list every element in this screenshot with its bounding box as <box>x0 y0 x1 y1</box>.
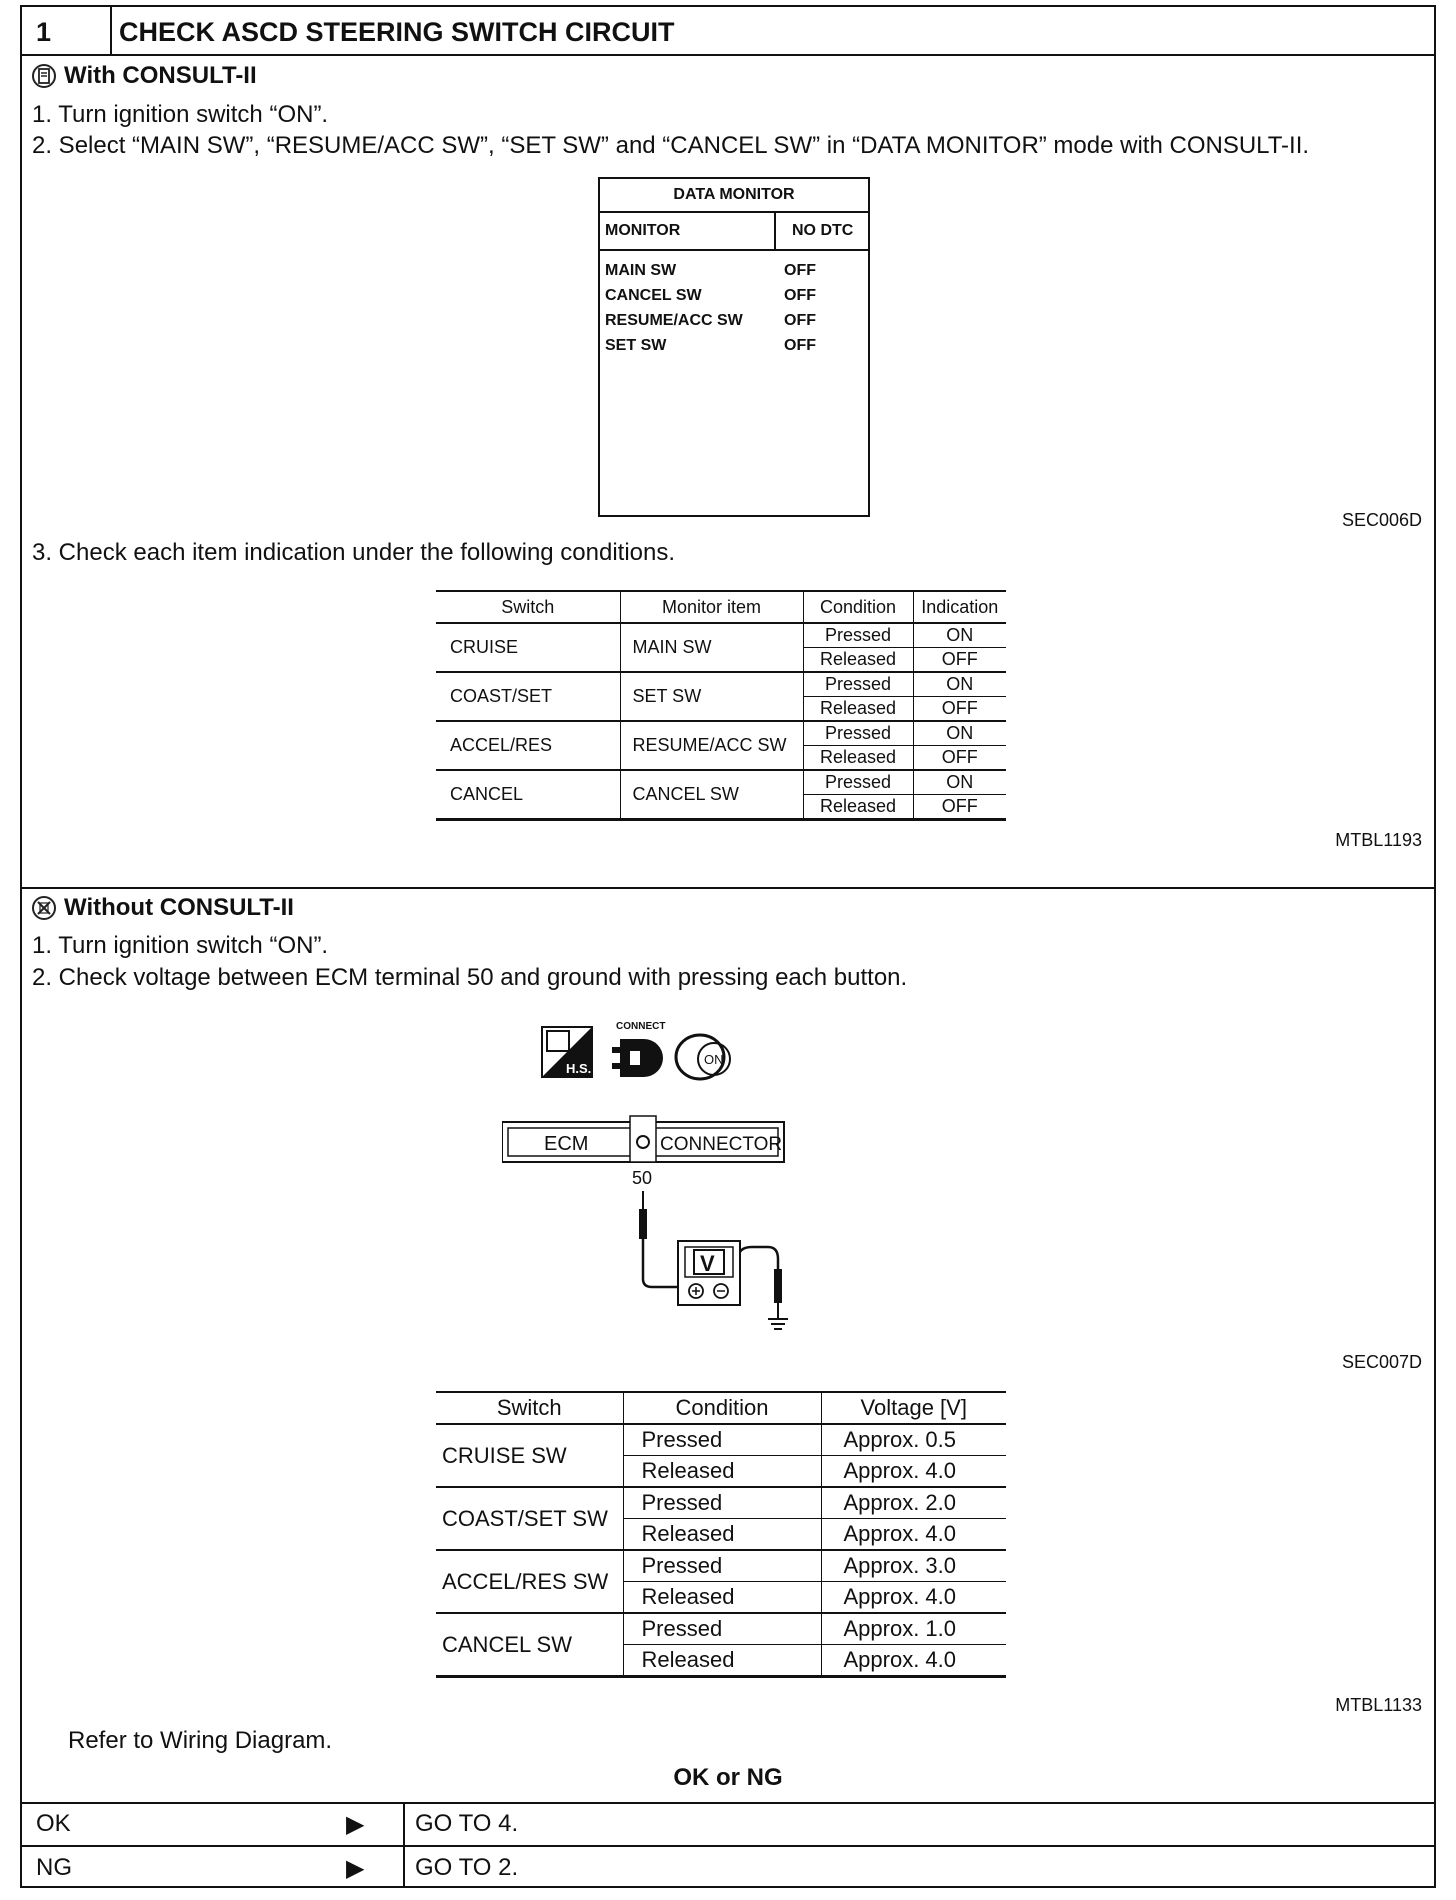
result-rule <box>22 1845 1434 1847</box>
condition-cell: Released <box>803 746 913 771</box>
hs-label: H.S. <box>566 1061 592 1076</box>
data-monitor-screen <box>598 177 870 517</box>
monitor-row <box>600 309 868 334</box>
monitor-cell: MAIN SW <box>620 623 803 672</box>
table-row <box>436 672 1006 697</box>
switch-cell: CRUISE SW <box>442 1442 567 1468</box>
table-header: Switch <box>436 1392 623 1424</box>
step-number: 1 <box>36 17 52 47</box>
table-header: Condition <box>803 591 913 623</box>
condition-cell: Released <box>623 1456 821 1488</box>
monitor-column-label: MONITOR <box>605 222 681 239</box>
condition-cell: Pressed <box>623 1487 821 1519</box>
condition-cell: Pressed <box>623 1613 821 1645</box>
table-header: Switch <box>436 591 620 623</box>
indication-table <box>436 590 1006 821</box>
consult-step-2: 2. Select “MAIN SW”, “RESUME/ACC SW”, “SET SW” and “CANCEL SW” in “DATA MONITOR” mode with CONSULT-II. <box>32 132 1310 159</box>
indication-cell: OFF <box>913 746 1006 771</box>
with-consult-heading <box>32 62 257 90</box>
table-header: Voltage [V] <box>821 1392 1006 1424</box>
voltage-cell: Approx. 4.0 <box>821 1456 1006 1488</box>
indication-cell: OFF <box>913 795 1006 820</box>
monitor-value: OFF <box>784 262 816 279</box>
switch-cell: COAST/SET SW <box>436 1487 623 1550</box>
condition-cell: Pressed <box>803 721 913 746</box>
indication-cell: ON <box>913 721 1006 746</box>
condition-cell: Released <box>623 1582 821 1614</box>
voltage-cell: Approx. 1.0 <box>821 1613 1006 1645</box>
condition-cell: Released <box>623 1519 821 1551</box>
no-consult-icon <box>32 896 56 920</box>
monitor-item: MAIN SW <box>605 262 677 279</box>
table-header: Indication <box>913 591 1006 623</box>
data-monitor-header <box>600 213 868 251</box>
no-consult-step-2: 2. Check voltage between ECM terminal 50 and ground with pressing each button. <box>32 964 908 991</box>
indication-cell: ON <box>913 672 1006 697</box>
monitor-value: OFF <box>784 337 816 354</box>
connect-label: CONNECT <box>616 1021 666 1032</box>
consult-step-3: 3. Check each item indication under the following conditions. <box>32 539 676 566</box>
result-label: OK <box>36 1810 71 1837</box>
monitor-cell: RESUME/ACC SW <box>620 721 803 770</box>
monitor-value: OFF <box>784 312 816 329</box>
data-monitor-title: DATA MONITOR <box>600 179 868 213</box>
voltage-cell: Approx. 4.0 <box>821 1519 1006 1551</box>
indication-cell: ON <box>913 623 1006 648</box>
condition-cell: Released <box>803 697 913 722</box>
page-title: CHECK ASCD STEERING SWITCH CIRCUIT <box>119 17 675 47</box>
result-label: NG <box>36 1854 72 1881</box>
monitor-item: CANCEL SW <box>605 287 702 304</box>
result-action: GO TO 2. <box>415 1854 519 1881</box>
figure-ref-sec007d: SEC007D <box>1341 1352 1422 1372</box>
table-row <box>436 1424 1006 1456</box>
condition-cell: Released <box>623 1645 821 1677</box>
table-ref-mtbl1193: MTBL1193 <box>1335 830 1422 850</box>
no-consult-step-1: 1. Turn ignition switch “ON”. <box>32 932 329 959</box>
connect-icon <box>612 1021 665 1077</box>
table-ref-mtbl1133: MTBL1133 <box>1335 1695 1422 1715</box>
meter-label: V <box>700 1251 715 1276</box>
consult-icon <box>32 64 56 88</box>
table-row <box>436 1613 1006 1645</box>
ecm-voltage-diagram <box>502 1019 842 1339</box>
switch-cell: ACCEL/RES SW <box>436 1550 623 1613</box>
switch-cell: CRUISE <box>450 637 519 657</box>
table-row <box>436 721 1006 746</box>
monitor-cell: SET SW <box>620 672 803 721</box>
indication-cell: ON <box>913 770 1006 795</box>
hand-sensor-icon <box>542 1027 592 1077</box>
table-row <box>436 770 1006 795</box>
monitor-header-divider <box>774 213 776 249</box>
result-action: GO TO 4. <box>415 1810 519 1837</box>
condition-cell: Pressed <box>803 672 913 697</box>
result-rule <box>22 1802 1434 1804</box>
indication-cell: OFF <box>913 697 1006 722</box>
monitor-row <box>600 259 868 284</box>
table-header: Condition <box>623 1392 821 1424</box>
switch-cell: COAST/SET <box>436 672 620 721</box>
voltage-cell: Approx. 4.0 <box>821 1645 1006 1677</box>
voltmeter-icon <box>678 1241 740 1305</box>
ecm-connector <box>502 1116 784 1162</box>
condition-cell: Released <box>803 648 913 673</box>
monitor-value: OFF <box>784 287 816 304</box>
voltage-cell: Approx. 2.0 <box>821 1487 1006 1519</box>
ecm-label: ECM <box>544 1133 589 1155</box>
voltage-table <box>436 1391 1006 1678</box>
condition-cell: Pressed <box>623 1424 821 1456</box>
header-divider <box>110 7 112 54</box>
arrow-icon: ▶ <box>346 1855 365 1882</box>
monitor-item: SET SW <box>605 337 667 354</box>
wiring-diagram-note: Refer to Wiring Diagram. <box>68 1727 333 1754</box>
switch-cell: ACCEL/RES <box>436 721 620 770</box>
condition-cell: Pressed <box>803 623 913 648</box>
switch-cell: CANCEL <box>436 770 620 820</box>
table-header: Monitor item <box>620 591 803 623</box>
indication-cell: OFF <box>913 648 1006 673</box>
voltage-cell: Approx. 3.0 <box>821 1550 1006 1582</box>
voltage-cell: Approx. 4.0 <box>821 1582 1006 1614</box>
connector-label: CONNECTOR <box>660 1134 783 1155</box>
ignition-on-icon <box>676 1035 730 1079</box>
with-consult-title: With CONSULT-II <box>64 62 257 89</box>
ok-or-ng-title: OK or NG <box>673 1764 783 1791</box>
figure-ref-sec006d: SEC006D <box>1341 510 1422 530</box>
without-consult-title: Without CONSULT-II <box>64 894 294 921</box>
procedure-frame <box>20 5 1436 1888</box>
table-row <box>436 1550 1006 1582</box>
monitor-row <box>600 284 868 309</box>
voltage-cell: Approx. 0.5 <box>821 1424 1006 1456</box>
dtc-status: NO DTC <box>792 222 854 239</box>
without-consult-heading <box>32 894 294 922</box>
condition-cell: Pressed <box>803 770 913 795</box>
terminal-label: 50 <box>632 1168 653 1188</box>
table-row <box>436 623 1006 648</box>
switch-cell: CANCEL SW <box>436 1613 623 1677</box>
condition-cell: Pressed <box>623 1550 821 1582</box>
section-divider <box>22 887 1434 889</box>
monitor-row <box>600 334 868 359</box>
monitor-item: RESUME/ACC SW <box>605 312 743 329</box>
table-row <box>436 1487 1006 1519</box>
on-label: ON <box>704 1052 724 1067</box>
arrow-icon: ▶ <box>346 1811 365 1838</box>
condition-cell: Released <box>803 795 913 820</box>
header-rule <box>22 54 1434 56</box>
monitor-cell: CANCEL SW <box>620 770 803 820</box>
consult-step-1: 1. Turn ignition switch “ON”. <box>32 101 329 128</box>
